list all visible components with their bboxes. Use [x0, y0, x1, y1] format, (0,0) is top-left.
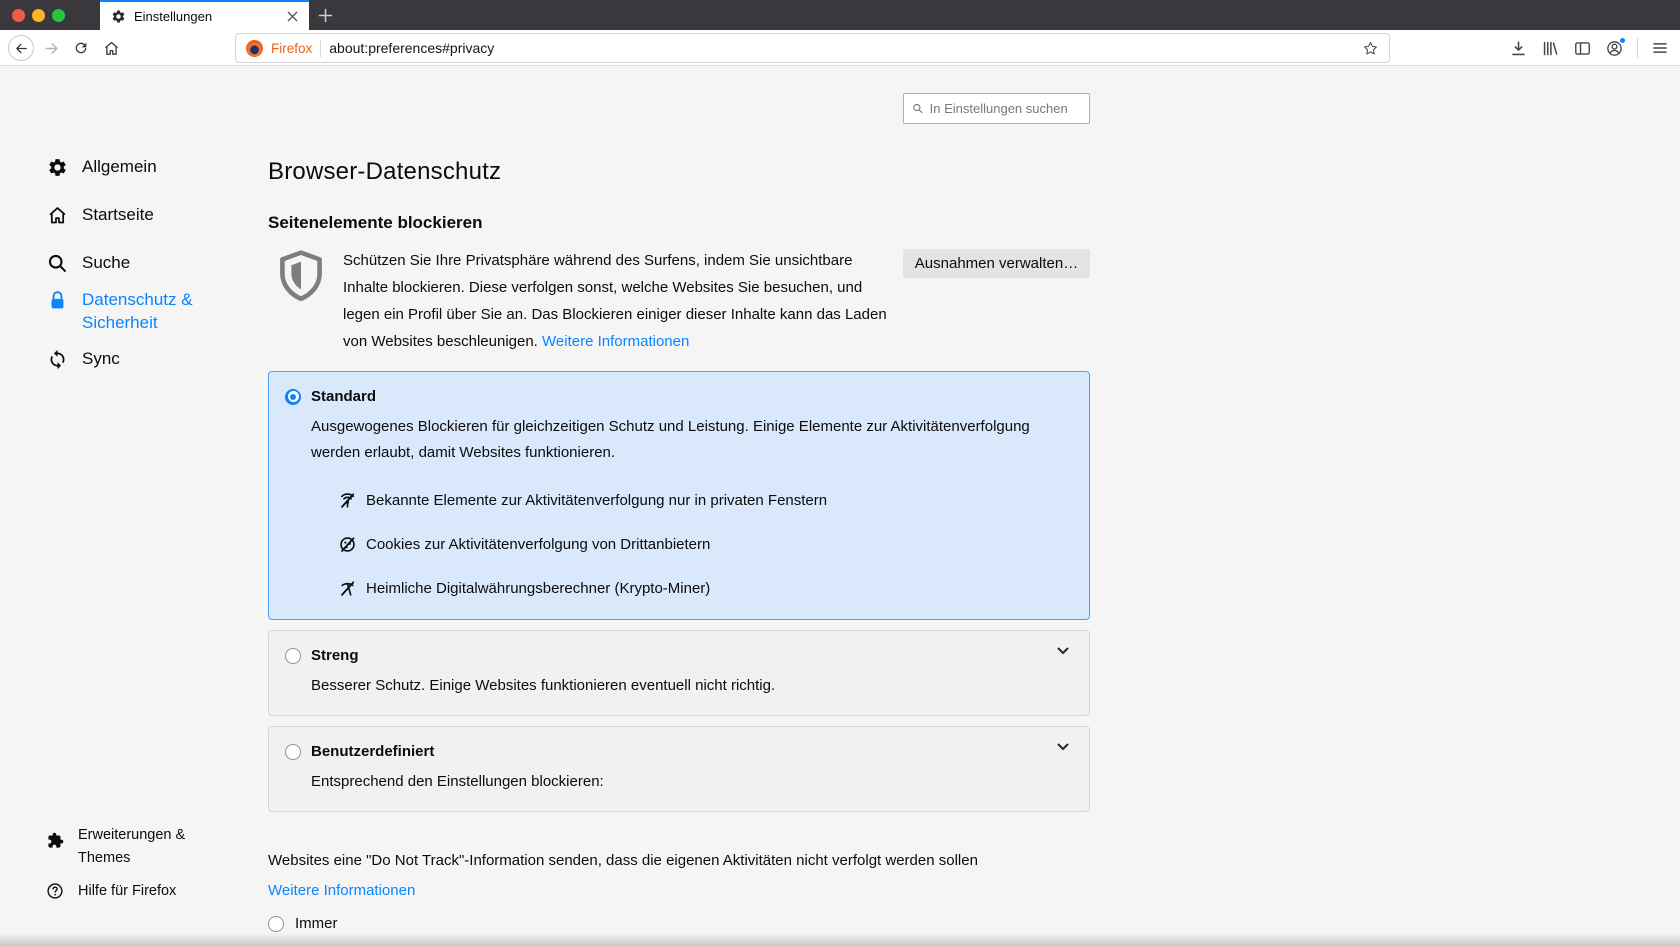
tab-bar — [0, 0, 1680, 30]
home-icon — [45, 203, 69, 227]
reload-icon — [73, 40, 89, 56]
shield-icon — [268, 247, 343, 355]
learn-more-link[interactable]: Weitere Informationen — [542, 333, 690, 350]
option-standard[interactable] — [268, 371, 1090, 620]
library-icon[interactable] — [1541, 39, 1560, 58]
sidebar-item-label: Suche — [82, 253, 131, 272]
sidebar-item-label: Erweiterungen & Themes — [78, 827, 186, 866]
list-item-label: Bekannte Elemente zur Aktivitätenverfolgung nur in privaten Fenstern — [366, 492, 828, 509]
option-benutzerdefiniert[interactable] — [268, 726, 1090, 812]
sidebar-item-datenschutz-sicherheit[interactable] — [45, 288, 222, 334]
forward-icon — [43, 40, 60, 57]
option-benutzerdefiniert-label: Benutzerdefiniert — [311, 743, 435, 760]
list-item — [339, 492, 1073, 509]
sidebar-item-label: Startseite — [82, 205, 154, 224]
list-item-label: Heimliche Digitalwährungsberechner (Krypto-Miner) — [366, 580, 711, 597]
radio-standard[interactable] — [285, 389, 301, 405]
sidebar-item-label: Sync — [82, 349, 120, 368]
firefox-logo-icon — [246, 40, 263, 57]
sidebar-item-hilfe[interactable] — [45, 880, 176, 903]
forward-button[interactable] — [40, 30, 62, 66]
sidebar-item-allgemein[interactable] — [45, 155, 157, 179]
zoom-window-button[interactable] — [52, 9, 65, 22]
sidebar-item-label: Datenschutz & Sicherheit — [82, 290, 193, 332]
sidebar-item-sync[interactable] — [45, 347, 120, 371]
option-standard-description: Ausgewogenes Blockieren für gleichzeitigen Schutz und Leistung. Einige Elemente zur Aktivitätenverfolgung werden erlaubt, damit Websites funktionieren. — [311, 418, 1030, 461]
sidebar-item-label: Hilfe für Firefox — [78, 883, 177, 899]
list-item — [339, 580, 1073, 597]
toolbar-divider — [1637, 38, 1638, 58]
manage-exceptions-button[interactable]: Ausnahmen verwalten… — [903, 249, 1090, 278]
radio-immer[interactable] — [268, 916, 284, 932]
main-panel — [268, 66, 1090, 932]
settings-page — [0, 66, 1680, 946]
new-tab-icon[interactable] — [316, 6, 335, 25]
account-icon[interactable] — [1605, 39, 1624, 58]
sidebar-toggle-icon[interactable] — [1573, 39, 1592, 58]
toolbar-right-icons — [1509, 30, 1669, 66]
reload-button[interactable] — [70, 30, 92, 66]
menu-icon[interactable] — [1651, 39, 1669, 57]
dnt-option-immer[interactable] — [268, 915, 1090, 932]
option-streng-label: Streng — [311, 647, 359, 664]
sidebar-item-erweiterungen-themes[interactable] — [45, 824, 196, 870]
blocked-items-list — [339, 492, 1073, 597]
tab-title: Einstellungen — [134, 8, 213, 24]
search-icon — [45, 251, 69, 275]
intro-text-body: Schützen Sie Ihre Privatsphäre während des Surfens, indem Sie unsichtbare Inhalte blockieren. Diese verfolgen sonst, welche Websites Sie besuchen, und legen ein Profil über Sie an. Das Blockieren einiger dieser Inhalte kann das Laden von Websites beschleunigen. — [343, 252, 887, 350]
sidebar-item-suche[interactable] — [45, 251, 130, 275]
radio-benutzerdefiniert[interactable] — [285, 744, 301, 760]
list-item — [339, 536, 1073, 553]
minimize-window-button[interactable] — [32, 9, 45, 22]
account-notification-badge — [1619, 37, 1626, 44]
content-blocking-intro — [268, 247, 1090, 355]
dnt-learn-more-link[interactable]: Weitere Informationen — [268, 882, 416, 899]
navigation-toolbar — [0, 30, 1680, 66]
browser-tab-einstellungen[interactable] — [100, 0, 309, 30]
home-button[interactable] — [100, 30, 122, 66]
macos-traffic-lights — [12, 9, 65, 22]
download-icon[interactable] — [1509, 39, 1528, 58]
bookmark-star-icon[interactable] — [1362, 40, 1379, 57]
option-standard-label: Standard — [311, 388, 377, 405]
chevron-down-icon[interactable] — [1057, 743, 1069, 751]
section-heading: Seitenelemente blockieren — [268, 213, 483, 232]
sidebar-item-startseite[interactable] — [45, 203, 154, 227]
url-text[interactable]: about:preferences#privacy — [329, 40, 495, 56]
intro-text — [343, 247, 888, 355]
dnt-option-immer-label: Immer — [295, 915, 338, 932]
radio-streng[interactable] — [285, 648, 301, 664]
sidebar-item-label: Allgemein — [82, 157, 157, 176]
tracker-blocked-icon — [339, 492, 356, 509]
identity-brand-label: Firefox — [271, 40, 313, 56]
url-bar[interactable] — [235, 33, 1390, 63]
gear-icon — [111, 9, 126, 24]
close-window-button[interactable] — [12, 9, 25, 22]
close-tab-icon[interactable] — [287, 11, 298, 22]
page-title: Browser-Datenschutz — [268, 158, 502, 185]
urlbar-divider — [320, 40, 321, 57]
help-icon — [45, 881, 65, 901]
back-button[interactable] — [7, 30, 35, 66]
option-streng[interactable] — [268, 630, 1090, 716]
cookie-blocked-icon — [339, 536, 356, 553]
option-streng-description: Besserer Schutz. Einige Websites funktionieren eventuell nicht richtig. — [311, 677, 776, 694]
back-icon — [8, 35, 34, 61]
cryptominer-blocked-icon — [339, 580, 356, 597]
home-icon — [103, 40, 120, 57]
dnt-description: Websites eine "Do Not Track"-Information senden, dass die eigenen Aktivitäten nicht verfolgt werden sollen — [268, 852, 978, 869]
list-item-label: Cookies zur Aktivitätenverfolgung von Drittanbietern — [366, 536, 711, 553]
gear-icon — [45, 155, 69, 179]
puzzle-icon — [45, 830, 65, 850]
sync-icon — [45, 347, 69, 371]
bottom-fade — [0, 933, 1680, 946]
chevron-down-icon[interactable] — [1057, 647, 1069, 655]
option-benutzerdefiniert-description: Entsprechend den Einstellungen blockieren: — [311, 773, 604, 790]
lock-icon — [45, 288, 69, 312]
